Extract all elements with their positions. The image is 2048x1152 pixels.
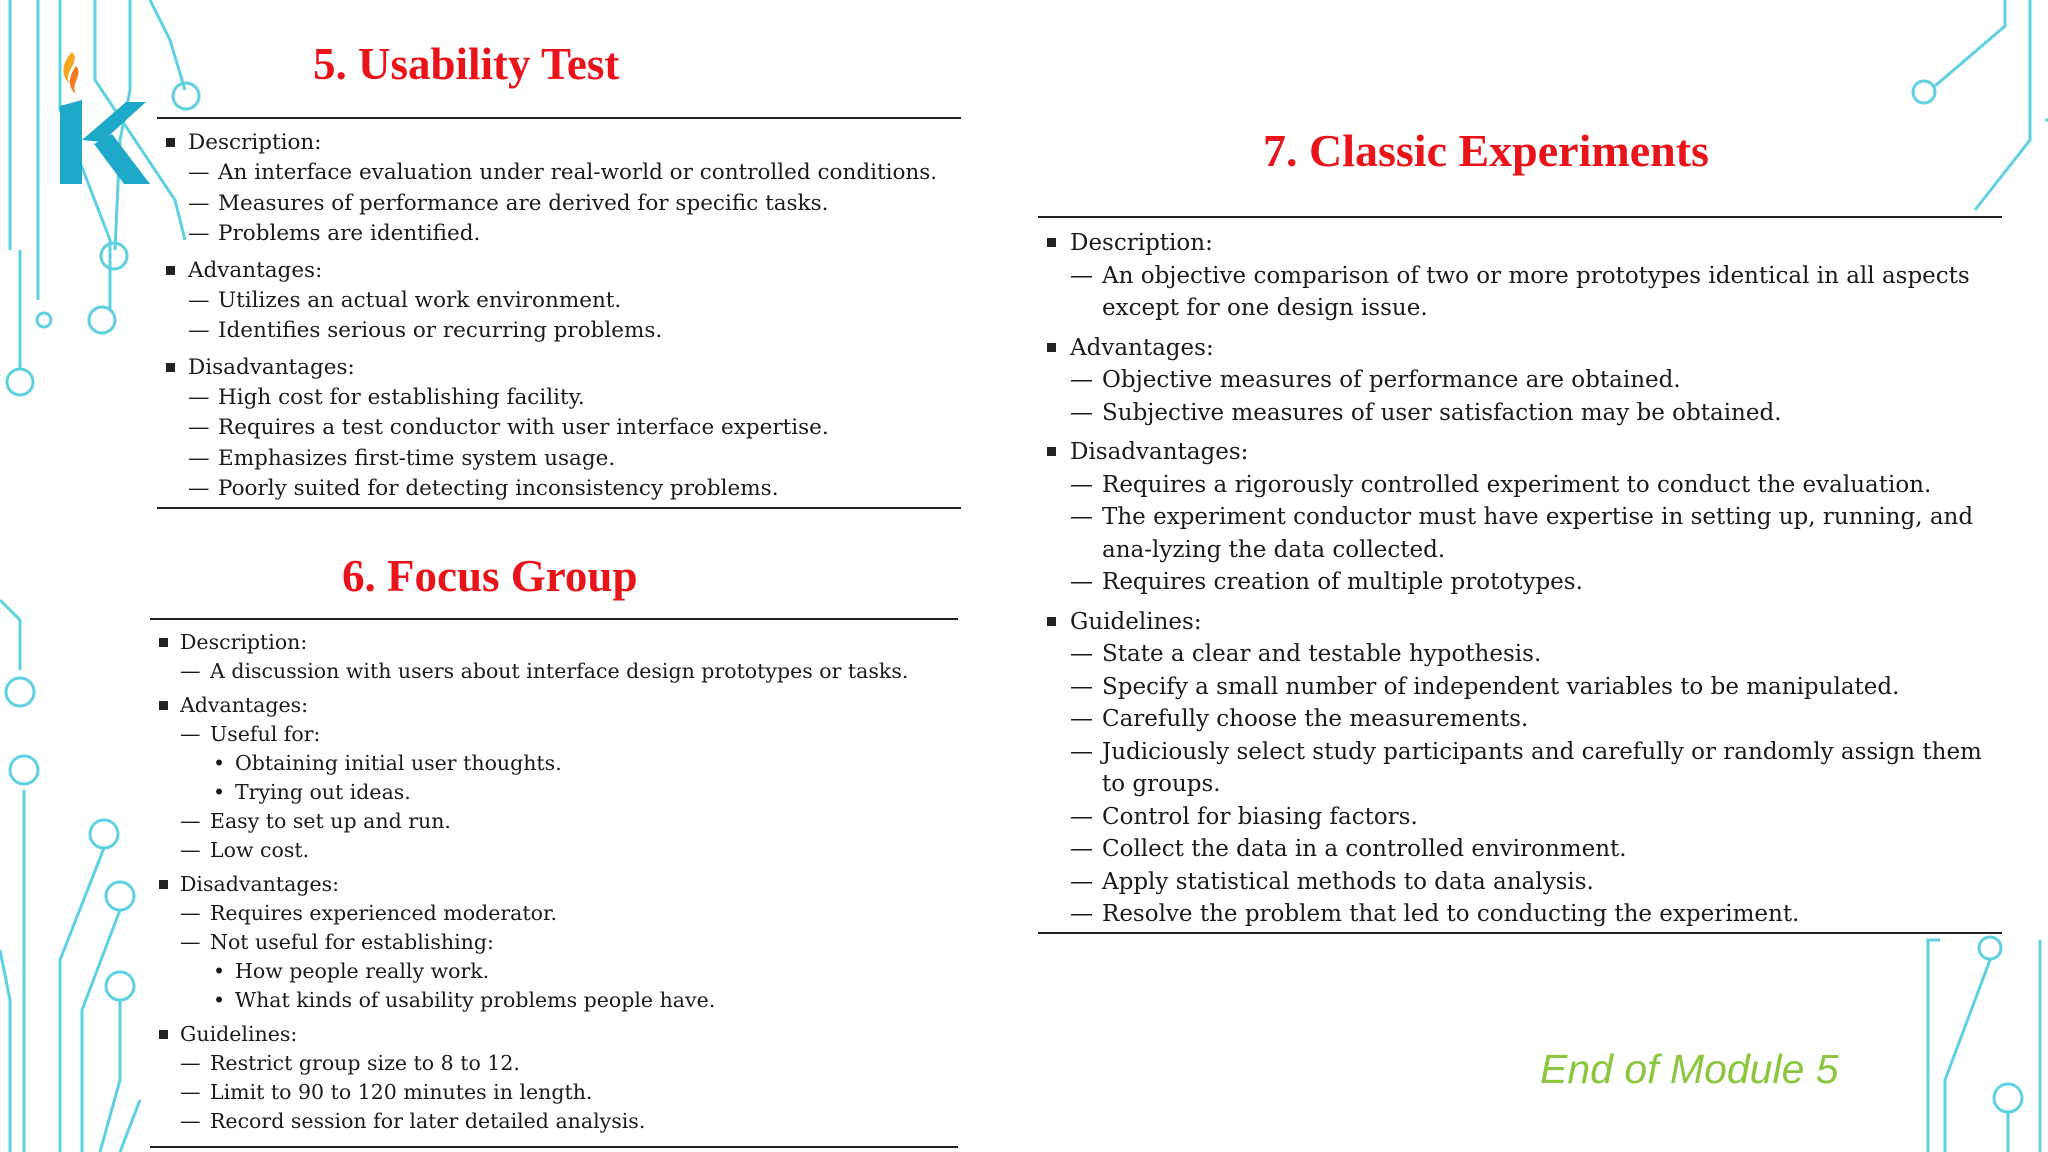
experiments-guidelines-section [1038, 606, 2002, 931]
experiments-advantages-section [1038, 332, 2002, 430]
list-item: — Utilizes an actual work environment. [188, 286, 961, 317]
usability-test-title: 5. Usability Test [313, 39, 620, 89]
list-item: — Control for biasing factors. [1070, 801, 2002, 834]
section-label: Disadvantages: [180, 870, 958, 899]
list-item: — Low cost. [180, 836, 958, 865]
sub-list-item: • What kinds of usability problems people have. [180, 986, 958, 1015]
list-item: — Collect the data in a controlled environment. [1070, 833, 2002, 866]
list-item: — Limit to 90 to 120 minutes in length. [180, 1078, 958, 1107]
section-label: Description: [1070, 227, 2002, 260]
section-label: Guidelines: [180, 1020, 958, 1049]
end-of-module-note: End of Module 5 [1540, 1046, 1839, 1092]
list-item: — High cost for establishing facility. [188, 383, 961, 414]
section-label: Disadvantages: [188, 353, 961, 383]
section-label: Advantages: [188, 256, 961, 286]
list-item: — Poorly suited for detecting inconsistency problems. [188, 474, 961, 505]
focus-group-title: 6. Focus Group [342, 551, 638, 601]
section-label: Advantages: [1070, 332, 2002, 365]
usability-advantages-section [157, 256, 961, 347]
list-item: — Requires creation of multiple prototypes. [1070, 566, 2002, 599]
list-item: — An interface evaluation under real-world or controlled conditions. [188, 158, 961, 189]
list-item: — The experiment conductor must have expertise in setting up, running, and ana-lyzing the data collected. [1070, 501, 2002, 566]
list-item: — Specify a small number of independent variables to be manipulated. [1070, 671, 2002, 704]
classic-experiments-panel [1038, 216, 2002, 934]
list-item: — A discussion with users about interface design prototypes or tasks. [180, 657, 958, 686]
classic-experiments-title: 7. Classic Experiments [1263, 125, 1709, 176]
list-item: — Restrict group size to 8 to 12. [180, 1049, 958, 1078]
list-item: — Emphasizes first-time system usage. [188, 444, 961, 475]
list-item: — Not useful for establishing: [180, 928, 958, 957]
list-item: — Requires experienced moderator. [180, 899, 958, 928]
sub-list-item: • Trying out ideas. [180, 778, 958, 807]
list-item: — Apply statistical methods to data analysis. [1070, 866, 2002, 899]
list-item: — Carefully choose the measurements. [1070, 703, 2002, 736]
focus-group-panel [150, 618, 958, 1148]
list-item: — Measures of performance are derived for specific tasks. [188, 189, 961, 220]
list-item: — Requires a rigorously controlled experiment to conduct the evaluation. [1070, 469, 2002, 502]
list-item: — Record session for later detailed analysis. [180, 1107, 958, 1136]
k-logo-icon [52, 44, 152, 184]
list-item: — Useful for: [180, 720, 958, 749]
list-item: — Easy to set up and run. [180, 807, 958, 836]
list-item: — Identifies serious or recurring problems. [188, 316, 961, 347]
section-label: Description: [180, 628, 958, 657]
focus-disadvantages-section [150, 870, 958, 1015]
section-label: Disadvantages: [1070, 436, 2002, 469]
list-item: — Subjective measures of user satisfaction may be obtained. [1070, 397, 2002, 430]
sub-list-item: • How people really work. [180, 957, 958, 986]
usability-test-panel [157, 117, 961, 509]
list-item: — Objective measures of performance are obtained. [1070, 364, 2002, 397]
list-item: — Resolve the problem that led to conducting the experiment. [1070, 898, 2002, 931]
list-item: — State a clear and testable hypothesis. [1070, 638, 2002, 671]
section-label: Advantages: [180, 691, 958, 720]
experiments-disadvantages-section [1038, 436, 2002, 599]
section-label: Guidelines: [1070, 606, 2002, 639]
list-item: — Problems are identified. [188, 219, 961, 250]
section-label: Description: [188, 128, 961, 158]
focus-guidelines-section [150, 1020, 958, 1136]
sub-list-item: • Obtaining initial user thoughts. [180, 749, 958, 778]
focus-description-section [150, 628, 958, 686]
list-item: — Requires a test conductor with user interface expertise. [188, 413, 961, 444]
list-item: — An objective comparison of two or more prototypes identical in all aspects except for one design issue. [1070, 260, 2002, 325]
experiments-description-section [1038, 227, 2002, 325]
usability-disadvantages-section [157, 353, 961, 505]
list-item: — Judiciously select study participants and carefully or randomly assign them to groups. [1070, 736, 2002, 801]
usability-description-section [157, 128, 961, 250]
focus-advantages-section [150, 691, 958, 865]
